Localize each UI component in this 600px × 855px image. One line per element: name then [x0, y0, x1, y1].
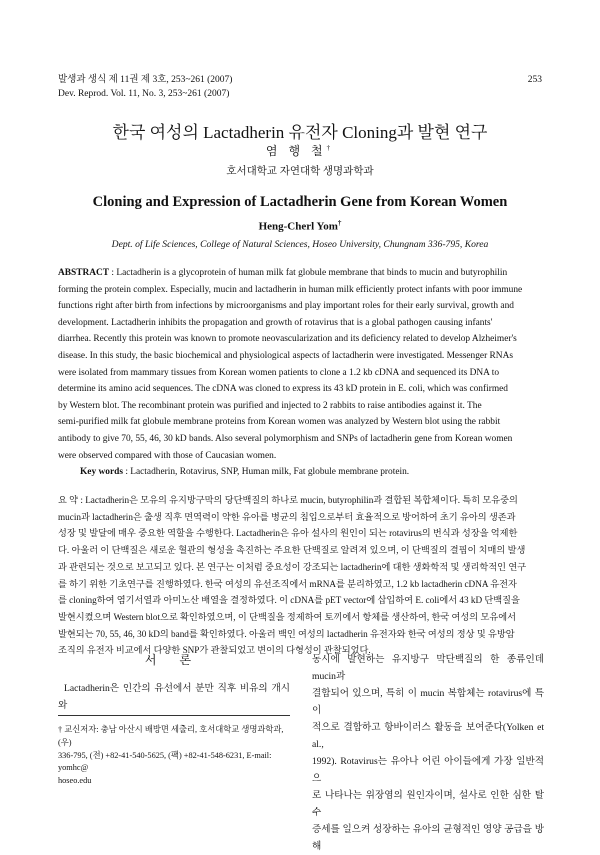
footnote: [58, 724, 292, 788]
abstract-line-3: development. Lactadherin inhibits the propagation and growth of rotavirus that is a global pathogen causing infants': [58, 317, 493, 328]
journal-citation-korean: 발생과 생식 제 11권 제 3호, 253~261 (2007): [58, 75, 233, 85]
right-col-line-0: 동시에 발현하는 유지방구 막단백질의 한 종류인데 mucin과: [312, 654, 544, 682]
right-col-line-1: 결합되어 있으며, 특히 이 mucin 복합체는 rotavirus에 특이: [312, 688, 544, 716]
korean-affiliation: 호서대학교 자연대학 생명과학과: [226, 166, 374, 177]
english-author-name: Heng-Cherl Yom: [258, 220, 338, 233]
keywords: [58, 464, 542, 480]
english-author: [0, 219, 600, 233]
korean-title: 한국 여성의 Lactadherin 유전자 Cloning과 발현 연구: [112, 123, 488, 142]
abstract-line-9: semi-purified milk fat globule membrane proteins from Korean women was analyzed by Western blot using the rabbit: [58, 417, 501, 428]
abstract-line-5: disease. In this study, the basic biochemical and physiological aspects of lactadherin were investigated. Messenger RNAs: [58, 350, 513, 361]
right-column: [312, 651, 544, 855]
footnote-line-1: 336-795, (전) +82-41-540-5625, (팩) +82-41-548-6231, E-mail: yomhc@: [58, 750, 272, 773]
abstract-line-7: determine its amino acid sequences. The cDNA was cloned to express its 43 kD protein in E. coli, which was confirmed: [58, 384, 508, 395]
abstract-line-0: ABSTRACT : Lactadherin is a glycoprotein of human milk fat globule membrane that binds to mucin and butyrophilin: [58, 268, 508, 278]
footnote-line-0: † 교신저자: 충남 아산시 배방면 세출리, 호서대학교 생명과학과, (우): [58, 725, 284, 747]
left-column: [58, 680, 290, 714]
english-affiliation: Dept. of Life Sciences, College of Natural Sciences, Hoseo University, Chungnam 336-795, Korea: [111, 239, 489, 250]
abstract-line-2: functions right after birth from infections by microorganisms and play important roles for their early survival, growth and: [58, 301, 514, 312]
korean-author-name: 염 행 철: [265, 144, 327, 158]
korean-author: [0, 142, 600, 159]
abstract-line-10: antibody to give 70, 55, 46, 30 kD bands. Also several polymorphism and SNPs of lactadherin gene from Korean women: [58, 433, 513, 444]
kor-abstract-line-3: 다. 아울러 이 단백질은 새로운 혈관의 형성을 촉진하는 주요한 단백질로 알려져 있으며, 이 단백질의 결핍이 치매의 발생: [58, 545, 526, 556]
footnote-line-2: hoseo.edu: [58, 776, 92, 786]
abstract-line-1: forming the protein complex. Especially, mucin and lactadherin in human milk efficiently protect infants with poor immune: [58, 284, 523, 295]
keywords-label: Key words: [80, 467, 123, 477]
kor-abstract-line-1: mucin과 lactadherin은 출생 직후 면역력이 약한 유아를 병균의 침입으로부터 효율적으로 방어하여 초기 유아의 생존과: [58, 511, 516, 522]
abstract-line-4: diarrhea. Recently this protein was known to promote neovascularization and its deficiency related to develop Alzheimer's: [58, 334, 517, 345]
kor-abstract-line-2: 성장 및 발달에 매우 중요한 역할을 수행한다. Lactadherin은 유아 설사의 원인이 되는 rotavirus의 번식과 성장을 억제한: [58, 528, 518, 539]
english-abstract: [58, 265, 542, 464]
kor-abstract-line-8: 발현되는 70, 55, 46, 30 kD의 band를 확인하였다. 아울러 백인 여성의 lactadherin 유전자와 한국 여성의 정상 및 유방암: [58, 628, 515, 639]
section-title-introduction: 서 론: [144, 653, 202, 667]
korean-abstract: [58, 492, 542, 659]
right-col-line-3: 1992). Rotavirus는 유아나 어린 아이들에게 가장 일반적으: [312, 756, 544, 784]
abstract-line-8: by Western blot. The recombinant protein was purified and injected to 2 rabbits to raise antibodies against it. The: [58, 400, 482, 411]
right-col-line-4: 로 나타나는 위장염의 원인자이며, 설사로 인한 심한 탈수: [312, 790, 544, 818]
kor-abstract-line-6: 를 cloning하여 염기서열과 아미노산 배열을 결정하였다. 이 cDNA를 pET vector에 삽입하여 E. coli에서 43 kD 단백질을: [58, 595, 520, 606]
kor-abstract-line-7: 발현시켰으며 Western blot으로 확인하였으며, 이 단백질을 정제하여 토끼에서 항체를 생산하여, 한국 여성의 모유에서: [58, 611, 516, 622]
page-number: 253: [527, 75, 542, 85]
abstract-line-11: were observed compared with those of Caucasian women.: [58, 450, 277, 461]
english-title: Cloning and Expression of Lactadherin Gene from Korean Women: [92, 194, 508, 210]
kor-abstract-line-0: 요 약 : Lactadherin은 모유의 유지방구막의 당단백질의 하나로 mucin, butyrophilin과 결합된 복합체이다. 특히 모유중의: [58, 495, 518, 505]
right-col-line-5: 증세를 일으켜 성장하는 유아의 균형적인 영양 공급을 방해: [312, 824, 544, 852]
kor-abstract-line-9: 조직의 유전자 비교에서 다양한 SNP가 관찰되었고 변이의 다형성이 관찰되었다.: [58, 645, 371, 656]
left-col-line-0: Lactadherin은 인간의 유선에서 분만 직후 비유의 개시와: [58, 683, 290, 711]
footnote-rule: [58, 715, 290, 716]
right-col-line-2: 적으로 결합하고 항바이러스 활동을 보여준다(Yolken et al.,: [312, 722, 544, 750]
keywords-text: : Lactadherin, Rotavirus, SNP, Human milk, Fat globule membrane protein.: [122, 467, 410, 477]
kor-abstract-line-5: 를 하기 위한 기초연구를 진행하였다. 한국 여성의 유선조직에서 mRNA를 분리하였고, 1.2 kb lactadherin cDNA 유전자: [58, 578, 517, 589]
author-mark-english: †: [337, 219, 342, 227]
abstract-line-6: were isolated from mammary tissues from Korean women patients to clone a 1.2 kb cDNA and sequenced its DNA to: [58, 367, 500, 378]
journal-citation-english: Dev. Reprod. Vol. 11, No. 3, 253~261 (2007): [58, 89, 230, 99]
kor-abstract-line-4: 과 관련되는 것으로 보고되고 있다. 본 연구는 이처럼 중요성이 강조되는 lactadherin에 대한 생화학적 및 생리학적인 연구: [58, 561, 527, 572]
author-mark: †: [326, 144, 335, 152]
abstract-label: ABSTRACT: [58, 268, 110, 278]
